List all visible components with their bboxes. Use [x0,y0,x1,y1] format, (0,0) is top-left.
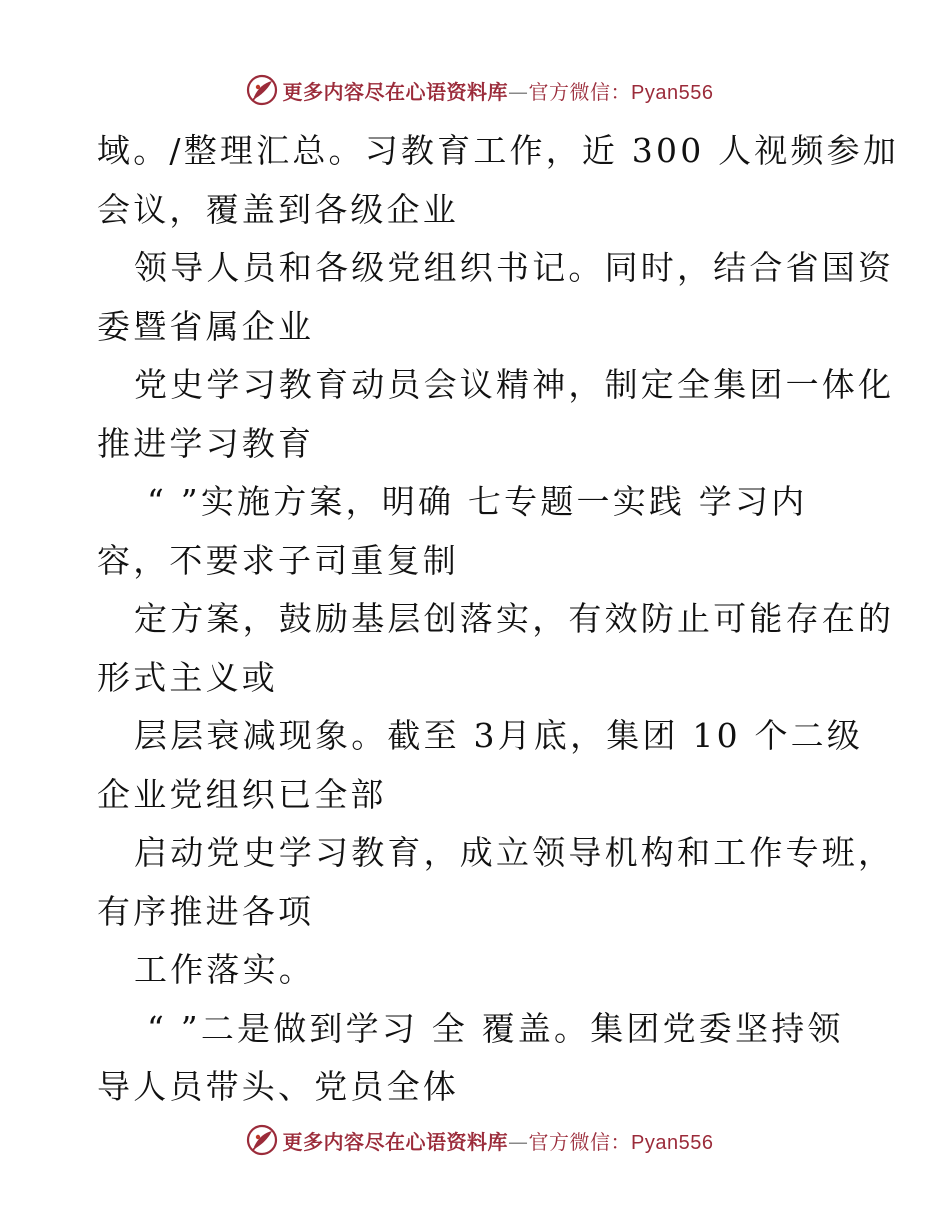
watermark-brand: 更多内容尽在心语资料库 [282,1129,509,1154]
feather-pen-circle-logo [245,73,279,107]
text-line: 形式主义或 [97,657,278,697]
text-line: 工作落实。 [134,950,315,989]
text-line: 启动党史学习教育，成立领导机构和工作专班， [134,833,895,872]
text-line: 会议，覆盖到各级企业 [97,189,459,229]
text-line: 导人员带头、党员全体 [97,1067,459,1106]
text-line: 域。/整理汇总。习教育工作，近 300 人视频参加 [97,131,900,170]
text-line: “ ”实施方案，明确 七专题一实践 学习内 [147,482,808,521]
text-line: 企业党组织已全部 [97,774,387,814]
watermark-separator: — [508,79,529,104]
text-line: 有序推进各项 [97,891,315,931]
watermark-wechat-id: Pyan556 [631,1131,714,1154]
text-line: “ ”二是做到学习 全 覆盖。集团党委坚持领 [147,1008,844,1048]
footer-watermark [0,1120,950,1160]
text-line: 容，不要求子司重复制 [97,540,459,580]
watermark-brand: 更多内容尽在心语资料库 [282,79,509,104]
watermark-wechat-label: 官方微信： [528,1129,632,1154]
feather-pen-circle-logo [245,1123,279,1157]
text-line: 党史学习教育动员会议精神，制定全集团一体化 [134,365,895,404]
header-watermark [0,70,950,110]
text-line: 领导人员和各级党组织书记。同时，结合省国资 [134,248,895,287]
text-line: 委暨省属企业 [97,306,315,346]
watermark-group [245,73,714,107]
watermark-group [245,1123,714,1157]
text-line: 层层衰减现象。截至 3月底，集团 10 个二级 [134,716,864,755]
watermark-text [283,1126,714,1155]
watermark-text [283,76,714,105]
text-line: 推进学习教育 [97,423,315,463]
watermark-separator: — [508,1129,529,1154]
document-body [97,122,900,1117]
watermark-wechat-id: Pyan556 [631,81,714,104]
watermark-wechat-label: 官方微信： [528,79,632,104]
text-line: 定方案，鼓励基层创落实，有效防止可能存在的 [134,599,895,638]
